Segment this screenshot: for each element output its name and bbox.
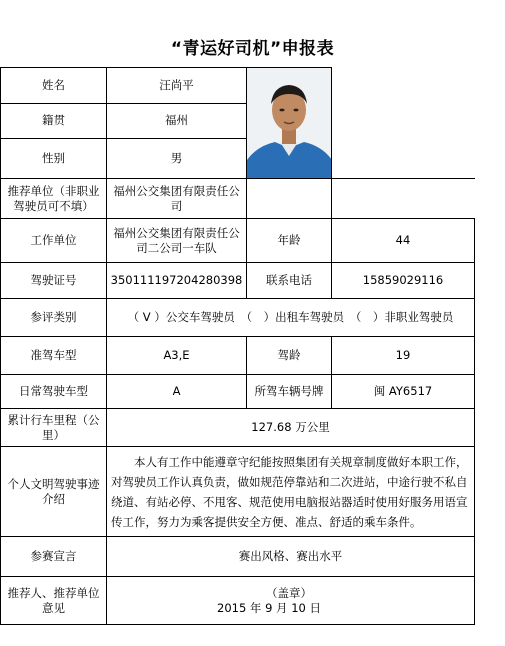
applicant-photo [247, 68, 331, 178]
recommender-value: 福州公交集团有限责任公司 [107, 179, 247, 219]
phone-value: 15859029116 [332, 263, 475, 299]
vehicle-class-value: A3,E [107, 337, 247, 375]
license-value: 350111197204280398 [107, 263, 247, 299]
mileage-label: 累计行车里程（公里） [1, 409, 107, 447]
sign-date: 2015 年 9 月 10 日 [217, 600, 321, 615]
plate-value: 闽 AY6517 [332, 375, 475, 409]
row-category [1, 299, 475, 337]
row-daily-vehicle [1, 375, 475, 409]
workplace-value: 福州公交集团有限责任公司二公司一车队 [107, 219, 247, 263]
workplace-label: 工作单位 [1, 219, 107, 263]
category-value: （ V ）公交车驾驶员 （ ）出租车驾驶员 （ ）非职业驾驶员 [107, 299, 475, 337]
license-label: 驾驶证号 [1, 263, 107, 299]
row-story [1, 447, 475, 537]
row-vehicle-class [1, 337, 475, 375]
age-value: 44 [332, 219, 475, 263]
row-opinion [1, 577, 475, 625]
story-label: 个人文明驾驶事迹介绍 [1, 447, 107, 537]
row-license [1, 263, 475, 299]
age-label: 年龄 [247, 219, 332, 263]
recommender-label: 推荐单位（非职业驾驶员可不填） [1, 179, 107, 219]
vehicle-class-label: 准驾车型 [1, 337, 107, 375]
seal-text: （盖章） [266, 585, 312, 600]
name-value: 汪尚平 [107, 68, 247, 104]
category-label: 参评类别 [1, 299, 107, 337]
name-label: 姓名 [1, 68, 107, 104]
application-form-table [0, 67, 475, 625]
gender-label: 性别 [1, 139, 107, 179]
daily-vehicle-label: 日常驾驶车型 [1, 375, 107, 409]
phone-label: 联系电话 [247, 263, 332, 299]
row-workplace [1, 219, 475, 263]
origin-label: 籍贯 [1, 103, 107, 139]
blank-cell-right [332, 179, 475, 219]
gender-value: 男 [107, 139, 247, 179]
row-recommender [1, 179, 475, 219]
row-name [1, 68, 475, 104]
blank-cell [247, 179, 332, 219]
applicant-portrait-image [247, 68, 331, 178]
blank-beside-photo [332, 68, 475, 179]
origin-value: 福州 [107, 103, 247, 139]
declaration-value: 赛出风格、赛出水平 [107, 537, 475, 577]
declaration-label: 参赛宣言 [1, 537, 107, 577]
opinion-label: 推荐人、推荐单位意见 [1, 577, 107, 625]
mileage-value: 127.68 万公里 [107, 409, 475, 447]
photo-cell [247, 68, 332, 179]
row-declaration [1, 537, 475, 577]
opinion-value [107, 577, 475, 625]
row-mileage [1, 409, 475, 447]
driving-years-label: 驾龄 [247, 337, 332, 375]
driving-years-value: 19 [332, 337, 475, 375]
story-value: 本人有工作中能遵章守纪能按照集团有关规章制度做好本职工作，对驾驶员工作认真负责，做如规范停靠站和二次进站，中途行驶不私自绕道、有站必停、不甩客、规范使用电脑报站器适时使用好服务用语宣传工作，努力为乘客提供安全方便、准点、舒适的乘车条件。 [107, 447, 475, 537]
daily-vehicle-value: A [107, 375, 247, 409]
form-title: “青运好司机”申报表 [170, 39, 335, 59]
plate-label: 所驾车辆号牌 [247, 375, 332, 409]
